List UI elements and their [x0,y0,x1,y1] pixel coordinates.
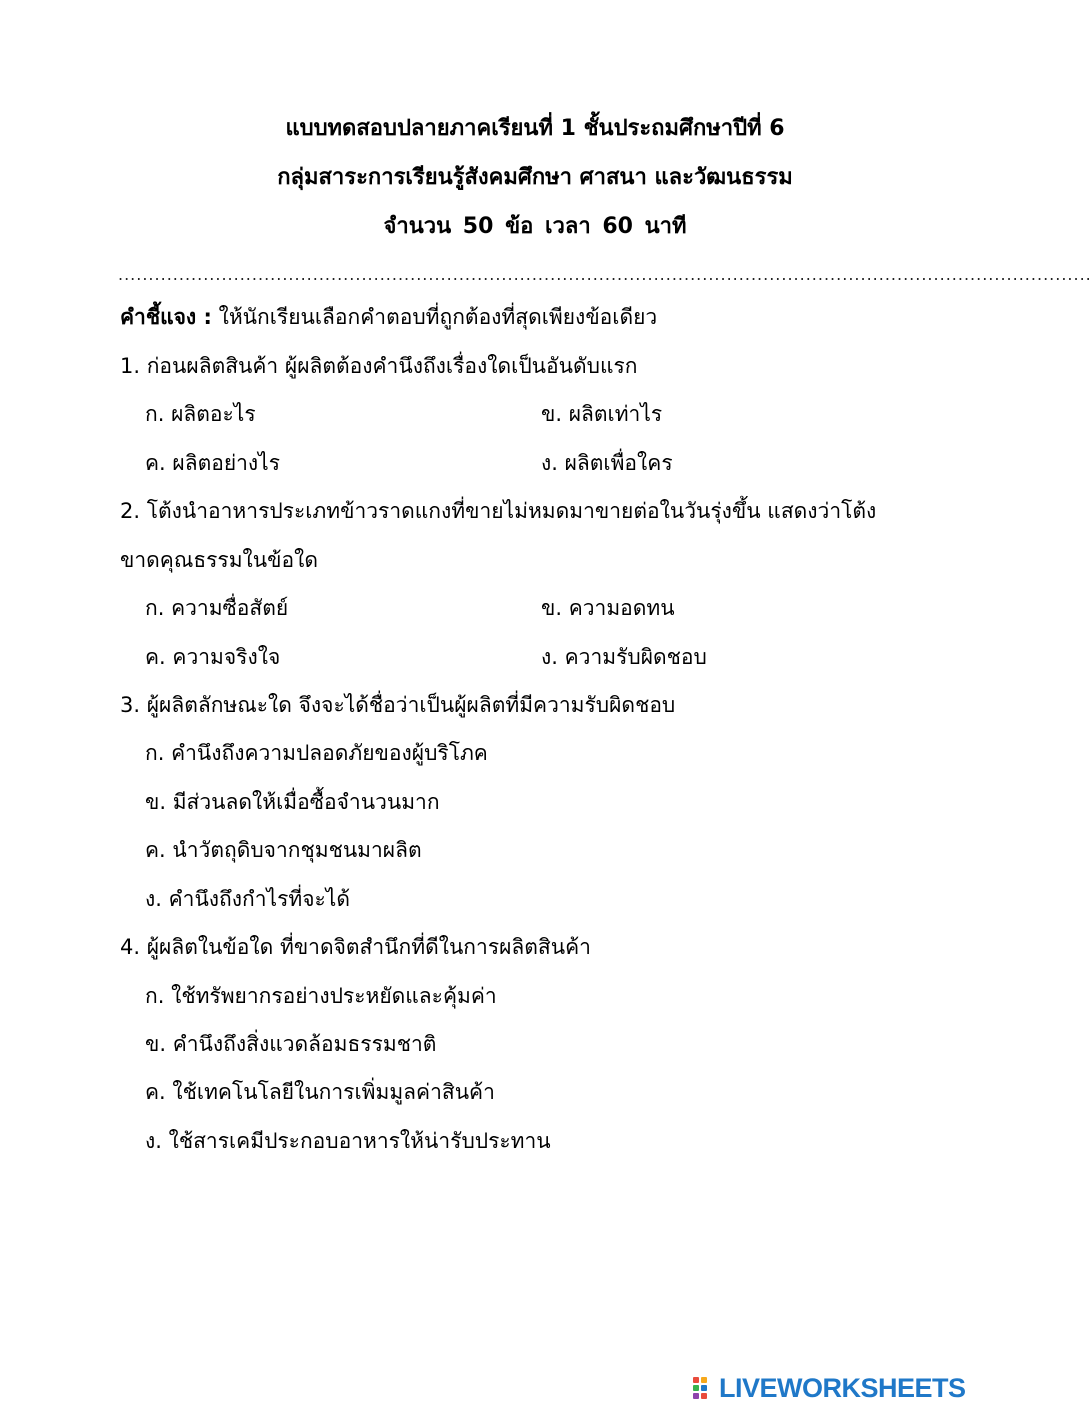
dotted-separator: ................................................................................................................................................................ [118,265,1092,284]
q3-choice-d[interactable]: ง. คำนึงถึงกำไรที่จะได้ [145,887,350,911]
q3-choice-c[interactable]: ค. นำวัตถุดิบจากชุมชนมาผลิต [145,838,422,862]
liveworksheets-logo[interactable] [693,1372,966,1404]
q1-choice-c[interactable]: ค. ผลิตอย่างไร [145,451,281,475]
question-1: 1. ก่อนผลิตสินค้า ผู้ผลิตต้องคำนึงถึงเรื่องใดเป็นอันดับแรก [120,354,638,378]
q3-choice-b[interactable]: ข. มีส่วนลดให้เมื่อซื้อจำนวนมาก [145,790,440,814]
instructions-text: ให้นักเรียนเลือกคำตอบที่ถูกต้องที่สุดเพียงข้อเดียว [211,305,658,329]
q2-choice-d[interactable]: ง. ความรับผิดชอบ [541,645,707,669]
instructions-label: คำชี้แจง : [120,305,212,329]
question-4: 4. ผู้ผลิตในข้อใด ที่ขาดจิตสำนึกที่ดีในการผลิตสินค้า [120,935,591,959]
q4-choice-a[interactable]: ก. ใช้ทรัพยากรอย่างประหยัดและคุ้มค่า [145,984,497,1008]
question-2-cont: ขาดคุณธรรมในข้อใด [120,548,319,572]
q2-choice-a[interactable]: ก. ความซื่อสัตย์ [145,596,289,620]
instructions [120,303,657,331]
header-subject: กลุ่มสาระการเรียนรู้สังคมศึกษา ศาสนา และวัฒนธรรม [277,165,793,190]
q2-choice-c[interactable]: ค. ความจริงใจ [145,645,281,669]
q4-choice-c[interactable]: ค. ใช้เทคโนโลยีในการเพิ่มมูลค่าสินค้า [145,1080,495,1104]
q4-choice-b[interactable]: ข. คำนึงถึงสิ่งแวดล้อมธรรมชาติ [145,1032,437,1056]
liveworksheets-logo-icon [693,1375,717,1401]
question-3: 3. ผู้ผลิตลักษณะใด จึงจะได้ชื่อว่าเป็นผู้ผลิตที่มีความรับผิดชอบ [120,693,676,717]
q4-choice-d[interactable]: ง. ใช้สารเคมีประกอบอาหารให้น่ารับประทาน [145,1129,551,1153]
q2-choice-b[interactable]: ข. ความอดทน [541,596,675,620]
q1-choice-d[interactable]: ง. ผลิตเพื่อใคร [541,451,673,475]
q1-choice-a[interactable]: ก. ผลิตอะไร [145,402,256,426]
header-count-time: จำนวน 50 ข้อ เวลา 60 นาที [383,214,687,239]
q3-choice-a[interactable]: ก. คำนึงถึงความปลอดภัยของผู้บริโภค [145,741,488,765]
q1-choice-b[interactable]: ข. ผลิตเท่าไร [541,402,663,426]
header-title: แบบทดสอบปลายภาคเรียนที่ 1 ชั้นประถมศึกษาปีที่ 6 [285,116,785,141]
liveworksheets-brand: LIVEWORKSHEETS [719,1372,966,1403]
question-2: 2. โต้งนำอาหารประเภทข้าวราดแกงที่ขายไม่หมดมาขายต่อในวันรุ่งขึ้น แสดงว่าโต้ง [120,499,877,523]
